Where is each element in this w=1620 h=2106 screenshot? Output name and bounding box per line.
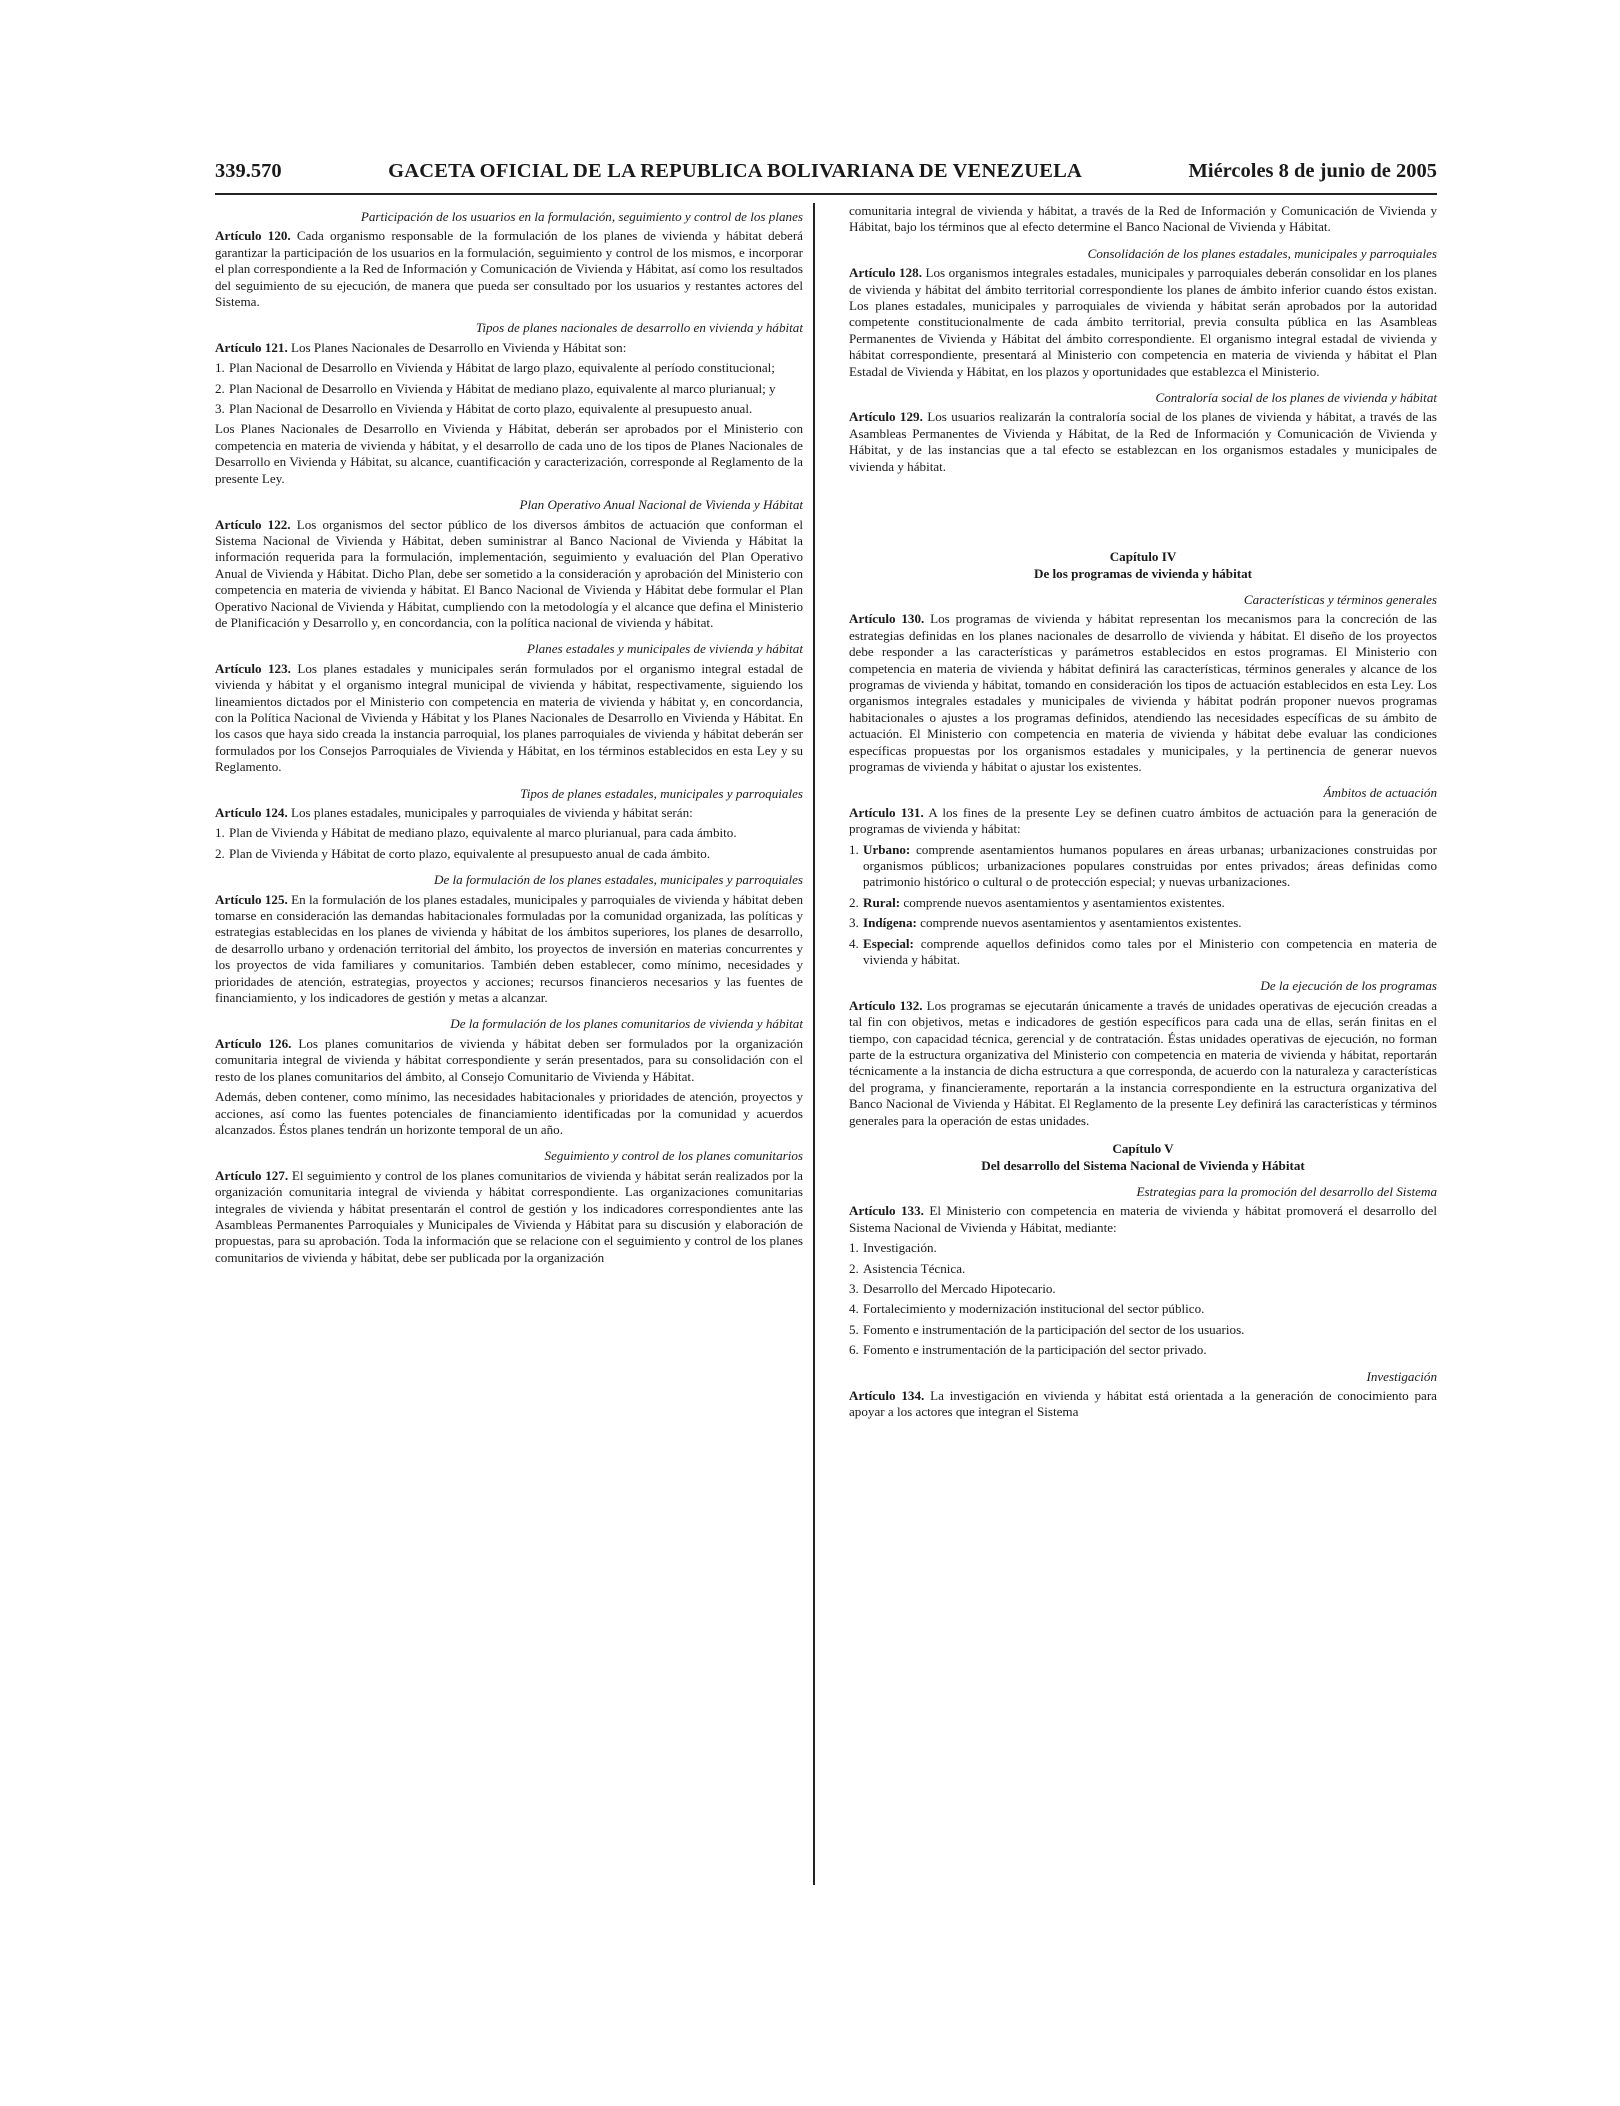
list-text: Plan Nacional de Desarrollo en Vivienda y Hábitat de corto plazo, equivalente al presupuesto anual.	[229, 401, 753, 417]
article-text: Los programas se ejecutarán únicamente a través de unidades operativas de ejecución creadas a tal fin con objetivos, metas e indicadores de gestión específicos para cada una de ellas, serán finitas en el tiempo, con capacidad técnica, gerencial y de contratación. Éstas unidades operativas de ejecución, no forman parte de la estructura organizativa del Ministerio con competencia en materia de vivienda y hábitat, reportarán técnicamente a la instancia de dicha estructura a que corresponda, de acuerdo con la naturaleza y características del programa, y financieramente, reportarán a la instancia correspondiente en la estructura organizativa del Banco Nacional de Vivienda y Hábitat. El Reglamento de la presente Ley definirá las características y términos generales para la operación de estas unidades.	[849, 997, 1438, 1128]
list-item	[215, 401, 803, 417]
article-label: Artículo 124.	[215, 805, 288, 820]
article-label: Artículo 127.	[215, 1167, 289, 1183]
article-text: A los fines de la presente Ley se definen cuatro ámbitos de actuación para la generación de programas de vivienda y hábitat:	[849, 804, 1437, 837]
list-term: Rural:	[863, 894, 901, 910]
article-134	[849, 1388, 1437, 1421]
section-heading: Tipos de planes nacionales de desarrollo en vivienda y hábitat	[475, 320, 803, 336]
article-text: Los organismos integrales estadales, municipales y parroquiales deberán consolidar en los planes de vivienda y hábitat del ámbito territorial correspondiente los planes de ámbito inferior cuando éstos existan. Los planes estadales, municipales y parroquiales de vivienda y hábitat serán aprobados por la autoridad competente constitucionalmente de cada ámbito territorial, previa consulta pública en las Asambleas Permanentes de Vivienda y Hábitat del ámbito correspondiente. El organismo integral estadal de vivienda y hábitat correspondiente, presentará al Ministerio con competencia en materia de vivienda y hábitat el Plan Estadal de Vivienda y Hábitat, en los plazos y oportunidades que establezca el Ministerio.	[849, 265, 1438, 379]
chapter-number: Capítulo V	[1112, 1141, 1174, 1157]
article-text: El seguimiento y control de los planes comunitarios de vivienda y hábitat serán realizados por la organización comunitaria integral de vivienda y hábitat correspondiente. Las organizaciones comunitarias integrales de vivienda y hábitat presentarán el control de gestión y los indicadores correspondientes ante las Asambleas Permanentes Parroquiales y Municipales de Vivienda y Hábitat para su discusión y elaboración de propuestas, para su aprobación. Toda la información que se relacione con el seguimiento y control de los planes comunitarios de vivienda y hábitat, debe ser publicada por la organización	[215, 1167, 803, 1265]
list-text	[863, 915, 1437, 931]
article-text: Los planes estadales, municipales y parroquiales de vivienda y hábitat serán:	[291, 805, 693, 820]
chapter-number: Capítulo IV	[1109, 549, 1177, 565]
list-text	[863, 936, 1437, 969]
text-columns	[215, 203, 1437, 1425]
article-text: Los organismos del sector público de los diversos ámbitos de actuación que conforman el Sistema Nacional de Vivienda y Hábitat, deben suministrar al Banco Nacional de Vivienda y Hábitat la información requerida para la formulación, implementación, seguimiento y evaluación del Plan Operativo Anual de Vivienda y Hábitat. Dicho Plan, debe ser sometido a la consideración y aprobación del Ministerio con competencia en materia de vivienda y hábitat. El Banco Nacional de Vivienda y Hábitat debe formular el Plan Operativo Nacional de Vivienda y Hábitat, cumpliendo con la metodología y el alcance que defina el Ministerio de Planificación y Desarrollo y, en concordancia, con la política nacional de vivienda y hábitat.	[215, 516, 804, 630]
list-item	[849, 842, 1437, 891]
list-item	[215, 825, 803, 841]
list-text: Plan Nacional de Desarrollo en Vivienda y Hábitat de mediano plazo, equivalente al marco plurianual; y	[229, 380, 776, 396]
article-124-list	[215, 825, 803, 862]
section-heading: Estrategias para la promoción del desarrollo del Sistema	[1136, 1183, 1437, 1199]
section-heading: De la formulación de los planes comunitarios de vivienda y hábitat	[450, 1016, 803, 1032]
list-text: Asistencia Técnica.	[863, 1260, 966, 1276]
list-item	[849, 1322, 1437, 1338]
section-heading: Participación de los usuarios en la formulación, seguimiento y control de los planes	[360, 209, 803, 224]
article-127	[215, 1168, 803, 1266]
spacer	[849, 479, 1437, 537]
section-heading: Tipos de planes estadales, municipales y parroquiales	[520, 785, 803, 801]
list-term: Indígena:	[863, 915, 917, 931]
list-number: 1.	[215, 825, 225, 841]
section-heading: De la formulación de los planes estadales, municipales y parroquiales	[433, 872, 803, 888]
section-heading: Contraloría social de los planes de vivienda y hábitat	[1155, 390, 1437, 406]
article-text: El Ministerio con competencia en materia de vivienda y hábitat promoverá el desarrollo del Sistema Nacional de Vivienda y Hábitat, mediante:	[849, 1203, 1437, 1235]
list-number: 1.	[849, 841, 859, 857]
list-number: 2.	[215, 380, 225, 396]
list-item	[849, 915, 1437, 931]
section-heading: Consolidación de los planes estadales, municipales y parroquiales	[1087, 245, 1437, 261]
list-definition: comprende asentamientos humanos populares en áreas urbanas; urbanizaciones construidas por organismos públicos; urbanizaciones populares construidas por entes privados; áreas definidas como patrimonio histórico o cultural o de protección especial; y nuevas urbanizaciones.	[863, 841, 1437, 890]
article-130	[849, 611, 1437, 775]
article-132	[849, 998, 1437, 1129]
column-divider	[813, 203, 815, 1885]
article-124	[215, 805, 803, 821]
list-text: Plan de Vivienda y Hábitat de corto plazo, equivalente al presupuesto anual de cada ámbito.	[229, 845, 711, 861]
list-number: 2.	[849, 894, 859, 910]
list-number: 4.	[849, 935, 859, 951]
list-item	[849, 895, 1437, 911]
section-heading: Características y términos generales	[1243, 591, 1437, 607]
article-text: En la formulación de los planes estadales, municipales y parroquiales de vivienda y hábitat deben tomarse en consideración las demandas habitacionales formuladas por la comunidad organizada, las políticas y estrategias establecidas en los planes de vivienda y hábitat de los ámbitos superiores, los planes de desarrollo, de desarrollo urbano y ordenación territorial del ámbito, los proyectos de inversión en materias concurrentes y los proyectos de vida familiares y comunitarios. También deben establecer, como mínimo, necesidades y prioridades de atención, estrategias, proyectos y acciones; recursos financieros necesarios y las fuentes de financiamiento, y los indicadores de gestión y metas a alcanzar.	[215, 891, 803, 1006]
list-definition: comprende nuevos asentamientos y asentamientos existentes.	[916, 915, 1242, 931]
section-heading: Investigación	[1366, 1368, 1437, 1384]
list-item	[849, 1240, 1437, 1256]
section-heading: Planes estadales y municipales de vivienda y hábitat	[527, 641, 803, 657]
right-column	[849, 203, 1437, 1425]
article-label: Artículo 123.	[215, 660, 291, 676]
article-label: Artículo 128.	[849, 265, 922, 281]
article-label: Artículo 126.	[215, 1035, 292, 1051]
article-131	[849, 805, 1437, 838]
list-definition: comprende nuevos asentamientos y asentamientos existentes.	[900, 894, 1225, 910]
paragraph: comunitaria integral de vivienda y hábitat, a través de la Red de Información y Comunicación de Vivienda y Hábitat, bajo los términos que al efecto determine el Banco Nacional de Vivienda y Hábitat.	[849, 203, 1437, 235]
article-133	[849, 1203, 1437, 1236]
list-item	[849, 1342, 1437, 1358]
section-heading: Plan Operativo Anual Nacional de Vivienda y Hábitat	[519, 497, 803, 513]
chapter-heading	[849, 1141, 1437, 1174]
article-label: Artículo 122.	[215, 516, 291, 532]
article-126	[215, 1036, 803, 1085]
issue-date: Miércoles 8 de junio de 2005	[1188, 160, 1437, 182]
article-label: Artículo 121.	[215, 339, 288, 355]
article-text: Los planes comunitarios de vivienda y hábitat deben ser formulados por la organización comunitaria integral de vivienda y hábitat correspondiente y serán presentados, para su consolidación con el resto de los planes comunitarios del ámbito, al Consejo Comunitario de Vivienda y Hábitat.	[215, 1035, 803, 1084]
list-text: Investigación.	[863, 1240, 937, 1256]
paragraph: Los Planes Nacionales de Desarrollo en Vivienda y Hábitat, deberán ser aprobados por el Ministerio con competencia en materia de vivienda y hábitat, y el desarrollo de cada uno de los tipos de Planes Nacionales de Desarrollo en Vivienda y Hábitat, su alcance, cuantificación y caracterización, corresponde al Reglamento de la presente Ley.	[215, 421, 803, 486]
article-text: Los Planes Nacionales de Desarrollo en Vivienda y Hábitat son:	[291, 339, 627, 355]
list-item	[215, 381, 803, 397]
list-text: Fortalecimiento y modernización institucional del sector público.	[863, 1301, 1205, 1317]
list-item	[215, 846, 803, 862]
list-item	[849, 936, 1437, 969]
list-item	[849, 1281, 1437, 1297]
list-number: 2.	[215, 845, 225, 861]
article-label: Artículo 132.	[849, 997, 923, 1013]
section-heading: Ámbitos de actuación	[1323, 785, 1437, 801]
list-number: 1.	[215, 360, 225, 376]
chapter-title: De los programas de vivienda y hábitat	[1034, 565, 1252, 581]
list-item	[849, 1261, 1437, 1277]
article-label: Artículo 130.	[849, 611, 925, 627]
gazette-title: GACETA OFICIAL DE LA REPUBLICA BOLIVARIANA DE VENEZUELA	[388, 160, 1083, 182]
list-number: 3.	[215, 401, 225, 417]
article-label: Artículo 129.	[849, 409, 923, 425]
list-item	[215, 360, 803, 376]
list-text: Desarrollo del Mercado Hipotecario.	[863, 1280, 1056, 1296]
chapter-heading	[849, 549, 1437, 582]
list-term: Urbano:	[863, 841, 911, 857]
page-header	[215, 160, 1437, 195]
article-text: Cada organismo responsable de la formulación de los planes de vivienda y hábitat deberá garantizar la participación de los usuarios en la formulación, seguimiento y control de los mismos, e incorporar el plan correspondiente a la Red de Información y Comunicación de Vivienda y Hábitat, así como los resultados del seguimiento de su ejecución, de manera que pueda ser consultado por los usuarios y restantes actores del Sistema.	[215, 228, 803, 310]
article-121	[215, 340, 803, 356]
list-number: 3.	[849, 915, 859, 931]
left-column	[215, 203, 803, 1425]
section-heading: De la ejecución de los programas	[1260, 978, 1437, 994]
article-125	[215, 892, 803, 1007]
paragraph: Además, deben contener, como mínimo, las necesidades habitacionales y prioridades de atención, proyectos y acciones, así como las fuentes potenciales de financiamiento identificadas por la comunidad y acuerdos alcanzados. Éstos planes tendrán un horizonte temporal de un año.	[215, 1089, 803, 1137]
article-label: Artículo 131.	[849, 804, 924, 820]
gazette-page	[215, 160, 1437, 1425]
article-133-list	[849, 1240, 1437, 1358]
page-number: 339.570	[215, 160, 282, 182]
list-text: Fomento e instrumentación de la participación del sector privado.	[863, 1342, 1207, 1358]
article-label: Artículo 120.	[215, 228, 291, 244]
list-text: Fomento e instrumentación de la participación del sector de los usuarios.	[863, 1321, 1245, 1337]
article-129	[849, 409, 1437, 475]
list-term: Especial:	[863, 935, 914, 951]
list-text: Plan de Vivienda y Hábitat de mediano plazo, equivalente al marco plurianual, para cada ámbito.	[229, 825, 737, 841]
article-128	[849, 265, 1437, 380]
article-123	[215, 661, 803, 776]
article-120	[215, 228, 803, 310]
article-text: Los programas de vivienda y hábitat representan los mecanismos para la concreción de las estrategias definidas en los planes nacionales de desarrollo de vivienda y hábitat. El diseño de los proyectos debe responder a las características y parámetros establecidos en estos programas. El Ministerio con competencia en materia de vivienda y hábitat definirá las características, términos generales y alcance de los programas de vivienda y hábitat, tomando en consideración los tipos de actuación establecidos en esta Ley. Los organismos integrales estadales y municipales de vivienda y hábitat podrán proponer nuevos programas habitacionales o ajustes a los programas definidos, atendiendo las necesidades específicas de su ámbito de actuación. El Ministerio con competencia en materia de vivienda y hábitat debe evaluar las condiciones específicas propuestas por los organismos estadales y municipales, y la pertinencia de generar nuevos programas de vivienda y hábitat o ajustar los existentes.	[849, 611, 1437, 774]
list-number: 1.	[849, 1240, 859, 1256]
list-number: 3.	[849, 1280, 859, 1296]
article-label: Artículo 125.	[215, 891, 288, 907]
article-label: Artículo 133.	[849, 1203, 924, 1219]
list-text	[863, 895, 1437, 911]
article-label: Artículo 134.	[849, 1387, 925, 1403]
section-heading: Seguimiento y control de los planes comunitarios	[544, 1148, 803, 1164]
list-text: Plan Nacional de Desarrollo en Vivienda y Hábitat de largo plazo, equivalente al período constitucional;	[229, 360, 775, 376]
list-definition: comprende aquellos definidos como tales por el Ministerio con competencia en materia de vivienda y hábitat.	[863, 935, 1437, 968]
list-number: 6.	[849, 1342, 859, 1358]
article-121-list	[215, 360, 803, 417]
article-122	[215, 517, 803, 632]
list-number: 2.	[849, 1260, 859, 1276]
article-text: La investigación en vivienda y hábitat está orientada a la generación de conocimiento para apoyar a los actores que integran el Sistema	[849, 1387, 1437, 1420]
article-131-list	[849, 842, 1437, 969]
list-number: 4.	[849, 1301, 859, 1317]
list-text	[863, 842, 1437, 891]
article-text: Los planes estadales y municipales serán formulados por el organismo integral estadal de vivienda y hábitat y el organismo integral municipal de vivienda y hábitat, respectivamente, siguiendo los lineamientos dictados por el Ministerio con competencia en materia de vivienda y hábitat y, en concordancia, con la Política Nacional de Vivienda y Hábitat y los Planes Nacionales de Desarrollo en Vivienda y Hábitat. En los casos que haya sido creada la instancia parroquial, los planes parroquiales de vivienda y hábitat deberán ser formulados por los Consejos Parroquiales de Vivienda y Hábitat, en los términos establecidos en esta Ley y su Reglamento.	[215, 660, 803, 775]
list-number: 5.	[849, 1321, 859, 1337]
list-item	[849, 1301, 1437, 1317]
article-text: Los usuarios realizarán la contraloría social de los planes de vivienda y hábitat, a través de las Asambleas Permanentes de Vivienda y Hábitat, de la Red de Información y Comunicación de Vivienda y Hábitat, y de las instancias que a tal efecto se establezcan en los organismos estadales y municipales de vivienda y hábitat.	[849, 409, 1437, 474]
chapter-title: Del desarrollo del Sistema Nacional de Vivienda y Hábitat	[981, 1157, 1305, 1173]
